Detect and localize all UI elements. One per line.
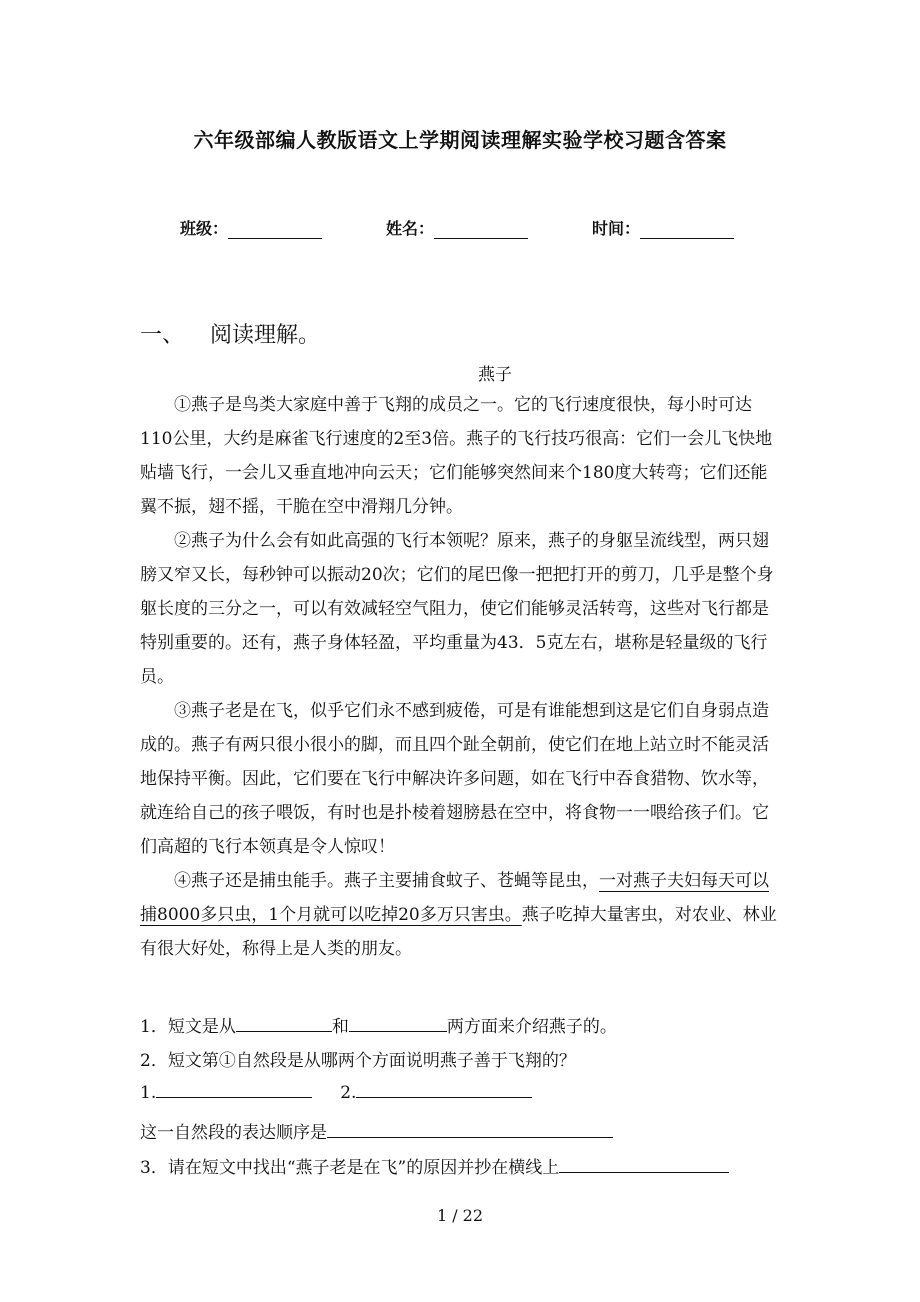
document-title: 六年级部编人教版语文上学期阅读理解实验学校习题含答案 <box>193 128 727 152</box>
paragraph-4-start: ④燕子还是捕虫能手。燕子主要捕食蚊子、苍蝇等昆虫， <box>174 871 599 891</box>
question-2-answer-1-label: 1. <box>140 1083 157 1103</box>
paragraph-2: ②燕子为什么会有如此高强的飞行本领呢？原来，燕子的身躯呈流线型，两只翅膀又窄又长，每秒钟可以振动20次；它们的尾巴像一把把打开的剪刀，几乎是整个身躯长度的三分之一，可以有效减轻空气阻力，使它们能够灵活转弯，这些对飞行都是特别重要的。还有，燕子身体轻盈，平均重量为43．5克左右，堪称是轻量级的飞行员。 <box>140 531 774 687</box>
paragraph-3: ③燕子老是在飞，似乎它们永不感到疲倦，可是有谁能想到这是它们自身弱点造成的。燕子有两只很小很小的脚，而且四个趾全朝前，使它们在地上站立时不能灵活地保持平衡。因此，它们要在飞行中解决许多问题，如在飞行中吞食猎物、饮水等，就连给自己的孩子喂饭，有时也是扑棱着翅膀悬在空中，将食物一一喂给孩子们。它们高超的飞行本领真是令人惊叹！ <box>140 701 769 857</box>
question-2: 2．短文第①自然段是从哪两个方面说明燕子善于飞翔的？ <box>140 1051 576 1071</box>
question-1-blank-1 <box>236 1015 332 1032</box>
time-field <box>592 216 734 239</box>
question-2-answers <box>140 1081 532 1103</box>
underlined-sentence: 一对燕子夫妇每天可以捕8000多只虫，1个月就可以吃掉20多万只害虫。 <box>140 871 769 925</box>
question-2-answer-1-blank <box>156 1081 312 1098</box>
name-label: 姓名： <box>386 219 435 238</box>
page-number: 1 / 22 <box>436 1206 484 1225</box>
section-number: 一、 <box>140 323 185 348</box>
paragraph-1: ①燕子是鸟类大家庭中善于飞翔的成员之一。它的飞行速度很快，每小时可达110公里，大约是麻雀飞行速度的2至3倍。燕子的飞行技巧很高：它们一会儿飞快地贴墙飞行，一会儿又垂直地冲向云天；它们能够突然间来个180度大转弯；它们还能翼不振，翅不摇，干脆在空中滑翔几分钟。 <box>140 395 773 517</box>
question-1-part-b: 和 <box>331 1017 349 1037</box>
name-blank <box>434 220 528 239</box>
article-body <box>140 388 780 966</box>
class-field <box>180 216 322 239</box>
class-blank <box>228 220 322 239</box>
question-2-order-label: 这一自然段的表达顺序是 <box>140 1123 327 1143</box>
question-2-order <box>140 1118 613 1143</box>
question-2-answer-2-blank <box>356 1081 532 1098</box>
time-blank <box>640 220 734 239</box>
question-3-text: 3．请在短文中找出“燕子老是在飞”的原因并抄在横线上 <box>140 1158 560 1178</box>
question-1-part-a: 1．短文是从 <box>140 1017 236 1037</box>
section-title: 阅读理解。 <box>210 323 321 348</box>
paragraph-4 <box>140 864 780 966</box>
question-2-order-blank <box>327 1121 613 1138</box>
question-2-answer-2-label: 2. <box>340 1083 357 1103</box>
question-1 <box>140 1012 617 1037</box>
article-title: 燕子 <box>478 365 512 385</box>
name-field <box>386 216 528 239</box>
section-heading <box>140 318 320 349</box>
question-3 <box>140 1153 729 1178</box>
question-1-blank-2 <box>349 1015 447 1032</box>
time-label: 时间： <box>592 219 641 238</box>
question-1-part-c: 两方面来介绍燕子的。 <box>446 1017 617 1037</box>
paragraph-4-end: 燕子吃掉大量害虫，对农业、林业有很大好处，称得上是人类的朋友。 <box>140 905 777 959</box>
question-3-blank <box>559 1156 729 1173</box>
class-label: 班级： <box>180 219 229 238</box>
